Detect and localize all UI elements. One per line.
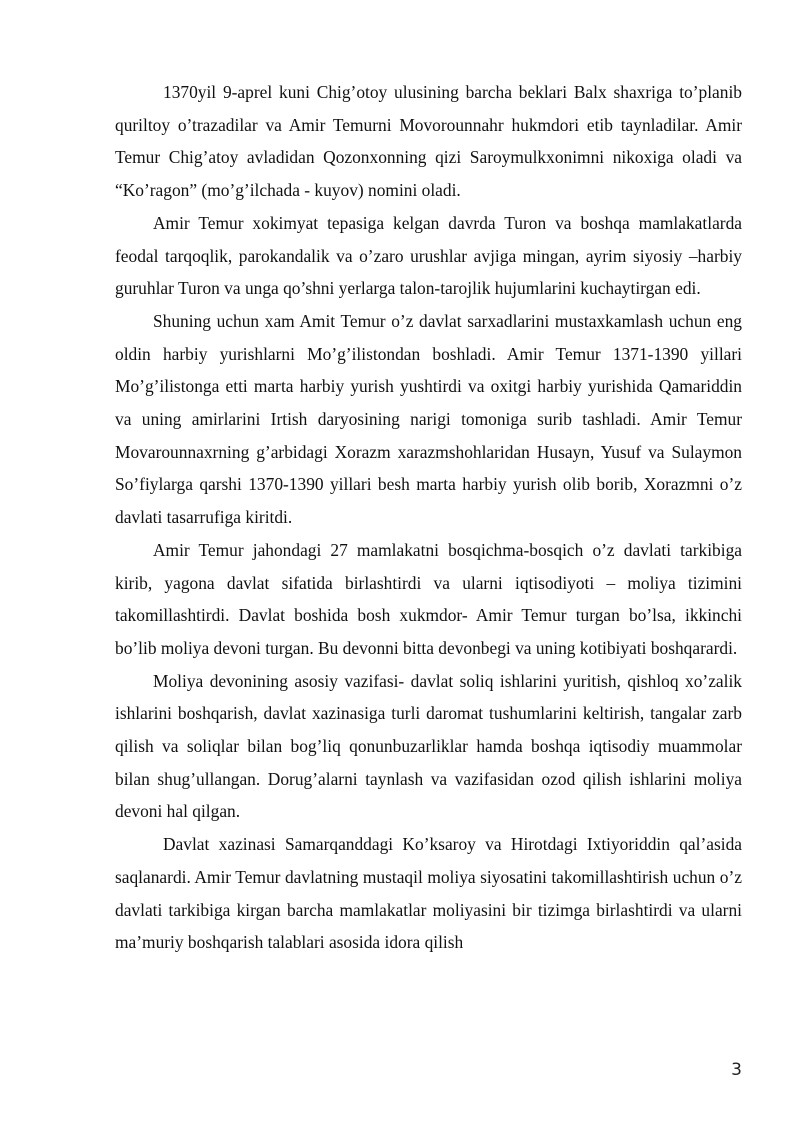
document-page bbox=[115, 76, 742, 959]
paragraph-yagona-davlat: Amir Temur jahondagi 27 mamlakatni bosqichma-bosqich o’z davlati tarkibiga kirib, yagona davlat sifatida birlashtirdi va ularni iqtisodiyoti – moliya tizimini takomillashtirdi. Davlat boshida bosh xukmdor- Amir Temur turgan bo’lsa, ikkinchi bo’lib moliya devoni turgan. Bu devonni bitta devonbegi va uning kotibiyati boshqarardi. bbox=[115, 539, 742, 658]
paragraph-quriltoy: 1370yil 9-aprel kuni Chig’otoy ulusining barcha beklari Balx shaxriga to’planib quriltoy o’trazadilar va Amir Temurni Movorounnahr hukmdori etib taynladilar. Amir Temur Chig’atoy avladidan Qozonxonning qizi Saroymulkxonimni nikoxiga oladi va “Ko’ragon” (mo’g’ilchada - kuyov) nomini oladi. bbox=[115, 82, 742, 201]
page-number: 3 bbox=[731, 1060, 742, 1080]
paragraph-moliya-devoni: Moliya devonining asosiy vazifasi- davlat soliq ishlarini yuritish, qishloq xo’zalik ishlarini boshqarish, davlat xazinasiga turli daromat tushumlarini keltirish, tangalar zarb qilish va soliqlar bilan bog’liq qonunbuzarliklar hamda boshqa iqtisodiy muammolar bilan shug’ullangan. Dorug’alarni taynlash va vazifasidan ozod qilish ishlarini moliya devoni hal qilgan. bbox=[115, 670, 742, 822]
paragraph-feodal-tarqoqlik: Amir Temur xokimyat tepasiga kelgan davrda Turon va boshqa mamlakatlarda feodal tarqoqlik, parokandalik va o’zaro urushlar avjiga mingan, ayrim siyosiy –harbiy guruhlar Turon va unga qo’shni yerlarga talon-tarojlik hujumlarini kuchaytirgan edi. bbox=[115, 212, 742, 299]
paragraph-harbiy-yurishlar: Shuning uchun xam Amit Temur o’z davlat sarxadlarini mustaxkamlash uchun eng oldin harbiy yurishlarni Mo’g’ilistondan boshladi. Amir Temur 1371-1390 yillari Mo’g’ilistonga etti marta harbiy yurish yushtirdi va oxitgi harbiy yurishida Qamariddin va uning amirlarini Irtish daryosining narigi tomoniga surib tashladi. Amir Temur Movarounnaxrning g’arbidagi Xorazm xarazmshohlaridan Husayn, Yusuf va Sulaymon So’fiylarga qarshi 1370-1390 yillari besh marta harbiy yurish olib borib, Xorazmni o’z davlati tasarrufiga kiritdi. bbox=[115, 310, 742, 528]
paragraph-davlat-xazinasi: Davlat xazinasi Samarqanddagi Ko’ksaroy va Hirotdagi Ixtiyoriddin qal’asida saqlanardi. Amir Temur davlatning mustaqil moliya siyosatini takomillashtirish uchun o’z davlati tarkibiga kirgan barcha mamlakatlar moliyasini bir tizimga birlashtirdi va ularni ma’muriy boshqarish talablari asosida idora qilish bbox=[115, 834, 742, 953]
